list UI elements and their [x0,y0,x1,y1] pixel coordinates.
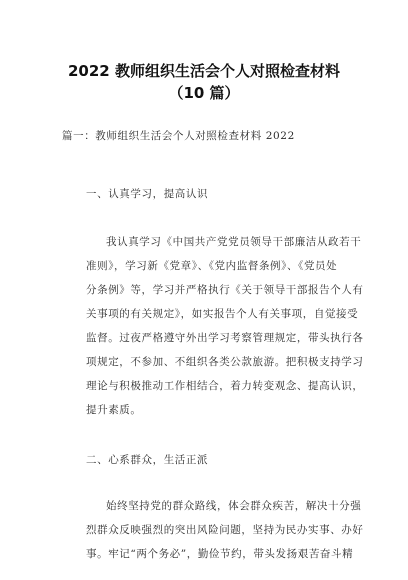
paragraph-line: 分条例》等，学习并严格执行《关于领导干部报告个人有 [86,284,364,296]
paragraph-line: 理论与积极推动工作相结合，着力转变观念、提高认识， [86,380,364,392]
paragraph-line: 项规定，不参加、不组织各类公款旅游。把积极支持学习 [86,356,364,368]
paragraph-line: 烈群众反映强烈的突出风险问题，坚持为民办实事、办好 [86,524,364,536]
paragraph-line: 我认真学习《中国共产党党员领导干部廉洁从政若干 [106,236,362,248]
article-subtitle: 篇一：教师组织生活会个人对照检查材料 2022 [62,130,295,142]
paragraph-line: 准则》，学习新《党章》、《党内监督条例》、《党员处 [86,260,338,272]
document-title-count: （10 篇） [168,84,240,102]
document-title: 2022 教师组织生活会个人对照检查材料 [68,62,340,80]
paragraph-line: 始终坚持党的群众路线，体会群众疾苦，解决十分强 [106,500,362,512]
paragraph-line: 提升素质。 [86,404,142,416]
paragraph-line: 监督。过夜严格遵守外出学习考察管理规定，带头执行各 [86,332,364,344]
section-heading-1: 一、认真学习，提高认识 [86,188,209,200]
paragraph-line: 关事项的有关规定》，如实报告个人有关事项，自觉接受 [86,308,359,320]
section-heading-2: 二、心系群众，生活正派 [86,454,209,466]
paragraph-line: 事。牢记“两个务必”，勤俭节约，带头发扬艰苦奋斗精 [86,548,354,560]
